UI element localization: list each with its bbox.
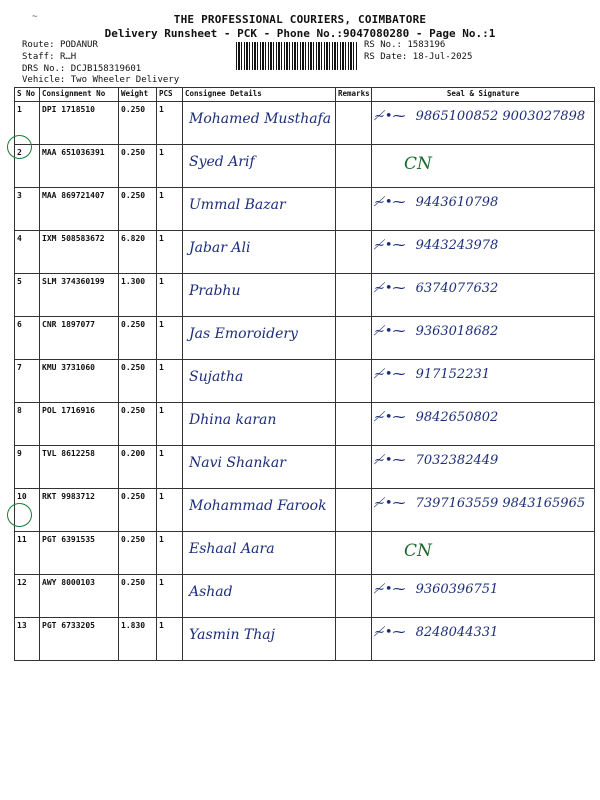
consignee-cell bbox=[183, 360, 336, 403]
signature-cell bbox=[372, 489, 595, 532]
col-header-pcs: PCS bbox=[157, 88, 183, 102]
table-row bbox=[15, 403, 595, 446]
rs-no-value: 1583196 bbox=[407, 40, 446, 50]
table-row bbox=[15, 317, 595, 360]
signature-cell bbox=[372, 618, 595, 661]
signature-scribble: ≁•⁓ bbox=[374, 281, 406, 296]
remarks-cell bbox=[336, 360, 372, 403]
table-row bbox=[15, 360, 595, 403]
weight-cell: 0.250 bbox=[119, 102, 157, 145]
sno-cell: 4 bbox=[15, 231, 40, 274]
signature-cell bbox=[372, 188, 595, 231]
remarks-cell bbox=[336, 446, 372, 489]
consignee-handwritten-name: Syed Arif bbox=[189, 154, 255, 170]
sno-cell: 6 bbox=[15, 317, 40, 360]
consignee-handwritten-name: Ummal Bazar bbox=[189, 197, 286, 213]
consignee-cell bbox=[183, 446, 336, 489]
route-value: PODANUR bbox=[59, 40, 98, 50]
rs-date-label: RS Date: bbox=[364, 52, 408, 62]
drs-value: DCJB158319601 bbox=[70, 64, 142, 74]
consignment-cell: MAA 869721407 bbox=[40, 188, 119, 231]
signature-scribble: ≁•⁓ bbox=[374, 195, 406, 210]
row-2-circle-mark bbox=[7, 135, 32, 159]
consignee-cell bbox=[183, 618, 336, 661]
consignee-cell bbox=[183, 403, 336, 446]
pcs-cell: 1 bbox=[157, 489, 183, 532]
pcs-cell: 1 bbox=[157, 231, 183, 274]
staff-value: R…H bbox=[59, 52, 77, 62]
signature-scribble: ≁•⁓ bbox=[374, 582, 406, 597]
seal-signature bbox=[374, 367, 592, 382]
status-mark: CN bbox=[404, 154, 432, 174]
table-row bbox=[15, 446, 595, 489]
drs-label: DRS No.: bbox=[22, 64, 66, 74]
seal-signature bbox=[374, 582, 592, 597]
seal-signature bbox=[374, 281, 592, 296]
signature-cell bbox=[372, 403, 595, 446]
consignment-cell: RKT 9983712 bbox=[40, 489, 119, 532]
consignee-cell bbox=[183, 532, 336, 575]
signature-cell bbox=[372, 231, 595, 274]
remarks-cell bbox=[336, 274, 372, 317]
consignment-cell: PGT 6391535 bbox=[40, 532, 119, 575]
handwritten-phone: 9363018682 bbox=[415, 324, 499, 339]
handwritten-phone: 8248044331 bbox=[415, 625, 499, 640]
remarks-cell bbox=[336, 575, 372, 618]
signature-cell bbox=[372, 145, 595, 188]
consignee-cell bbox=[183, 575, 336, 618]
seal-signature bbox=[374, 625, 592, 640]
col-header-sno: S No bbox=[15, 88, 40, 102]
weight-cell: 0.250 bbox=[119, 575, 157, 618]
handwritten-phone: 917152231 bbox=[415, 367, 491, 382]
consignment-cell: DPI 1718510 bbox=[40, 102, 119, 145]
sno-cell: 13 bbox=[15, 618, 40, 661]
consignee-cell bbox=[183, 317, 336, 360]
weight-cell: 6.820 bbox=[119, 231, 157, 274]
seal-signature bbox=[374, 453, 592, 468]
signature-scribble: ≁•⁓ bbox=[374, 109, 406, 124]
consignment-cell: IXM 508583672 bbox=[40, 231, 119, 274]
consignee-cell bbox=[183, 145, 336, 188]
signature-cell bbox=[372, 360, 595, 403]
weight-cell: 0.250 bbox=[119, 403, 157, 446]
seal-signature bbox=[374, 410, 592, 425]
barcode bbox=[236, 42, 358, 70]
consignee-handwritten-name: Mohammad Farook bbox=[189, 498, 327, 514]
col-header-signature: Seal & Signature bbox=[372, 88, 595, 102]
col-header-remarks: Remarks bbox=[336, 88, 372, 102]
runsheet-subtitle: Delivery Runsheet - PCK - Phone No.:9047080280 - Page No.:1 bbox=[104, 27, 496, 40]
route-label: Route: bbox=[22, 40, 55, 50]
pcs-cell: 1 bbox=[157, 360, 183, 403]
remarks-cell bbox=[336, 317, 372, 360]
table-row bbox=[15, 489, 595, 532]
seal-signature bbox=[374, 195, 592, 210]
consignee-handwritten-name: Navi Shankar bbox=[189, 455, 286, 471]
remarks-cell bbox=[336, 489, 372, 532]
remarks-cell bbox=[336, 618, 372, 661]
pcs-cell: 1 bbox=[157, 317, 183, 360]
sno-cell: 8 bbox=[15, 403, 40, 446]
remarks-cell bbox=[336, 231, 372, 274]
table-row bbox=[15, 274, 595, 317]
signature-cell bbox=[372, 532, 595, 575]
consignee-handwritten-name: Yasmin Thaj bbox=[189, 627, 275, 643]
rs-no-label: RS No.: bbox=[364, 40, 402, 50]
pcs-cell: 1 bbox=[157, 274, 183, 317]
signature-scribble: ≁•⁓ bbox=[374, 410, 406, 425]
staff-label: Staff: bbox=[22, 52, 55, 62]
handwritten-phone: 7032382449 bbox=[415, 453, 499, 468]
consignee-cell bbox=[183, 231, 336, 274]
pcs-cell: 1 bbox=[157, 145, 183, 188]
col-header-consignment: Consignment No bbox=[40, 88, 119, 102]
route-line bbox=[22, 40, 98, 50]
consignee-cell bbox=[183, 489, 336, 532]
status-mark: CN bbox=[404, 541, 432, 561]
signature-cell bbox=[372, 575, 595, 618]
seal-signature bbox=[374, 109, 592, 124]
signature-cell bbox=[372, 446, 595, 489]
seal-signature bbox=[374, 496, 592, 511]
consignment-cell: CNR 1897077 bbox=[40, 317, 119, 360]
consignee-handwritten-name: Mohamed Musthafa bbox=[189, 111, 332, 127]
table-header-row bbox=[15, 88, 595, 102]
table-row bbox=[15, 575, 595, 618]
weight-cell: 0.200 bbox=[119, 446, 157, 489]
consignment-cell: KMU 3731060 bbox=[40, 360, 119, 403]
weight-cell: 1.830 bbox=[119, 618, 157, 661]
runsheet-table bbox=[14, 87, 595, 661]
remarks-cell bbox=[336, 102, 372, 145]
consignee-cell bbox=[183, 102, 336, 145]
sno-cell: 9 bbox=[15, 446, 40, 489]
table-row bbox=[15, 532, 595, 575]
consignee-handwritten-name: Sujatha bbox=[189, 369, 244, 385]
weight-cell: 0.250 bbox=[119, 532, 157, 575]
handwritten-phone: 9443243978 bbox=[415, 238, 499, 253]
consignment-cell: AWY 8000103 bbox=[40, 575, 119, 618]
pcs-cell: 1 bbox=[157, 446, 183, 489]
pcs-cell: 1 bbox=[157, 618, 183, 661]
handwritten-phone: 9842650802 bbox=[415, 410, 499, 425]
table-row bbox=[15, 102, 595, 145]
consignment-cell: PGT 6733205 bbox=[40, 618, 119, 661]
handwritten-phone: 9360396751 bbox=[415, 582, 499, 597]
consignee-cell bbox=[183, 188, 336, 231]
handwritten-phone: 6374077632 bbox=[415, 281, 499, 296]
signature-scribble: ≁•⁓ bbox=[374, 367, 406, 382]
table-row bbox=[15, 188, 595, 231]
sno-cell: 12 bbox=[15, 575, 40, 618]
pcs-cell: 1 bbox=[157, 102, 183, 145]
row-11-circle-mark bbox=[7, 503, 32, 527]
sno-cell: 11 bbox=[15, 532, 40, 575]
seal-signature bbox=[374, 238, 592, 253]
pcs-cell: 1 bbox=[157, 575, 183, 618]
weight-cell: 0.250 bbox=[119, 145, 157, 188]
weight-cell: 0.250 bbox=[119, 317, 157, 360]
weight-cell: 0.250 bbox=[119, 360, 157, 403]
company-title: THE PROFESSIONAL COURIERS, COIMBATORE bbox=[173, 13, 427, 26]
pcs-cell: 1 bbox=[157, 532, 183, 575]
signature-scribble: ≁•⁓ bbox=[374, 496, 406, 511]
corner-mark: ~ bbox=[32, 12, 38, 22]
weight-cell: 1.300 bbox=[119, 274, 157, 317]
weight-cell: 0.250 bbox=[119, 188, 157, 231]
sno-cell: 1 bbox=[15, 102, 40, 145]
consignee-handwritten-name: Jabar Ali bbox=[189, 240, 251, 256]
table-row bbox=[15, 145, 595, 188]
table-row bbox=[15, 618, 595, 661]
consignee-handwritten-name: Prabhu bbox=[189, 283, 241, 299]
handwritten-phone: 9865100852 9003027898 bbox=[415, 109, 586, 124]
rs-date-line bbox=[364, 52, 472, 62]
remarks-cell bbox=[336, 403, 372, 446]
signature-scribble: ≁•⁓ bbox=[374, 625, 406, 640]
sno-cell: 7 bbox=[15, 360, 40, 403]
consignee-handwritten-name: Jas Emoroidery bbox=[189, 326, 298, 342]
signature-scribble: ≁•⁓ bbox=[374, 453, 406, 468]
remarks-cell bbox=[336, 532, 372, 575]
rs-no-line bbox=[364, 40, 445, 50]
signature-cell bbox=[372, 274, 595, 317]
staff-line bbox=[22, 52, 76, 62]
consignee-handwritten-name: Dhina karan bbox=[189, 412, 277, 428]
pcs-cell: 1 bbox=[157, 188, 183, 231]
sno-cell: 5 bbox=[15, 274, 40, 317]
signature-scribble: ≁•⁓ bbox=[374, 324, 406, 339]
signature-scribble: ≁•⁓ bbox=[374, 238, 406, 253]
weight-cell: 0.250 bbox=[119, 489, 157, 532]
vehicle-line: Vehicle: Two Wheeler Delivery bbox=[22, 75, 180, 85]
drs-line bbox=[22, 64, 141, 74]
table-row bbox=[15, 231, 595, 274]
col-header-consignee: Consignee Details bbox=[183, 88, 336, 102]
consignment-cell: MAA 651036391 bbox=[40, 145, 119, 188]
consignment-cell: TVL 8612258 bbox=[40, 446, 119, 489]
remarks-cell bbox=[336, 188, 372, 231]
consignment-cell: SLM 374360199 bbox=[40, 274, 119, 317]
pcs-cell: 1 bbox=[157, 403, 183, 446]
sno-cell: 3 bbox=[15, 188, 40, 231]
handwritten-phone: 7397163559 9843165965 bbox=[415, 496, 586, 511]
signature-cell bbox=[372, 317, 595, 360]
sno-cell: 2 bbox=[15, 145, 40, 188]
seal-signature bbox=[374, 324, 592, 339]
sno-cell: 10 bbox=[15, 489, 40, 532]
consignee-handwritten-name: Eshaal Aara bbox=[189, 541, 275, 557]
remarks-cell bbox=[336, 145, 372, 188]
handwritten-phone: 9443610798 bbox=[415, 195, 499, 210]
rs-date-value: 18-Jul-2025 bbox=[412, 52, 473, 62]
consignee-handwritten-name: Ashad bbox=[189, 584, 233, 600]
col-header-weight: Weight bbox=[119, 88, 157, 102]
consignee-cell bbox=[183, 274, 336, 317]
signature-cell bbox=[372, 102, 595, 145]
consignment-cell: POL 1716916 bbox=[40, 403, 119, 446]
